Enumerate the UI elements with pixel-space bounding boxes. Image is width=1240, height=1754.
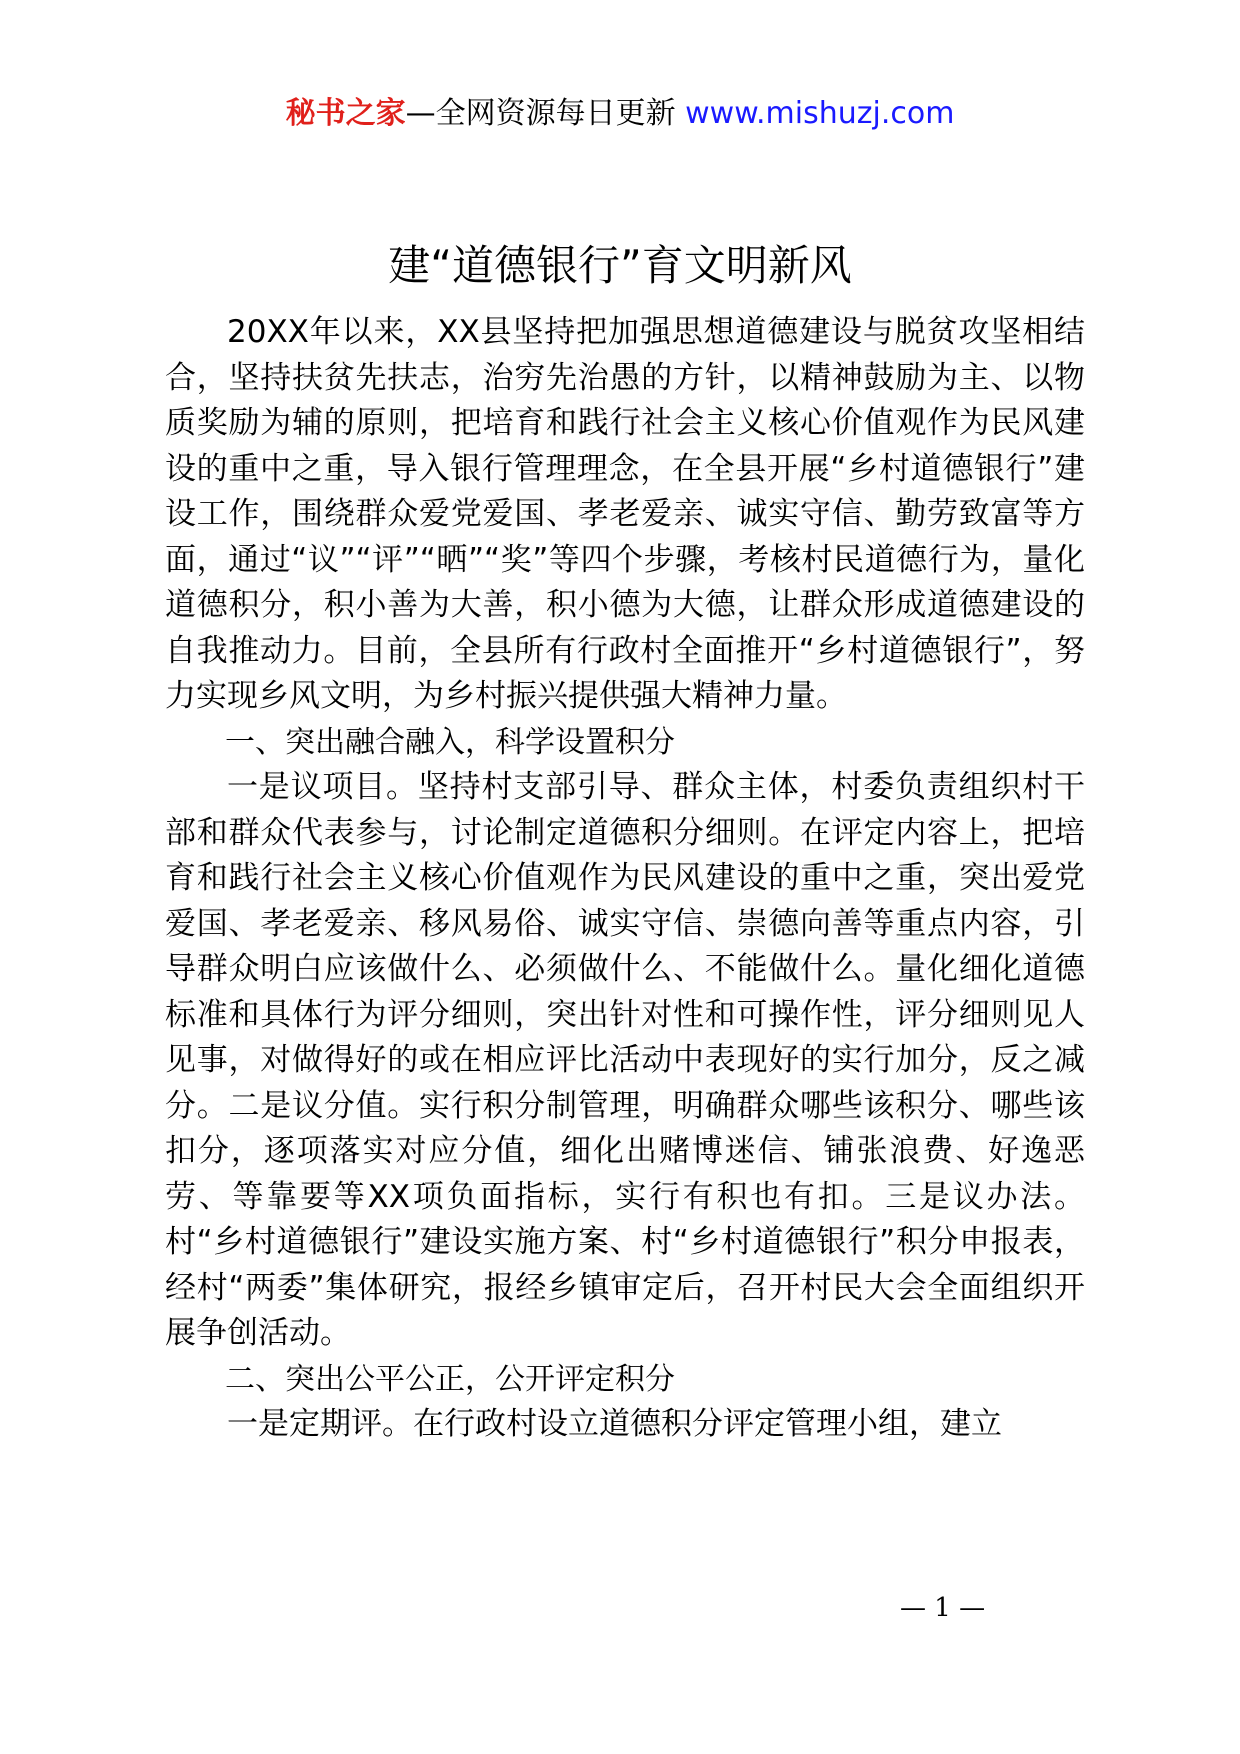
intro-paragraph: 20XX年以来，XX县坚持把加强思想道德建设与脱贫攻坚相结合，坚持扶贫先扶志，治穷先治愚的方针，以精神鼓励为主、以物质奖励为辅的原则，把培育和践行社会主义核心价值观作为民风建设的重中之重，导入银行管理理念，在全县开展“乡村道德银行”建设工作，围绕群众爱党爱国、孝老爱亲、诚实守信、勤劳致富等方面，通过“议”“评”“晒”“奖”等四个步骤，考核村民道德行为，量化道德积分，积小善为大善，积小德为大德，让群众形成道德建设的自我推动力。目前，全县所有行政村全面推开“乡村道德银行”，努力实现乡风文明，为乡村振兴提供强大精神力量。: [165, 314, 1085, 714]
site-brand: 秘书之家: [285, 96, 406, 131]
section-2-paragraph: 一是定期评。在行政村设立道德积分评定管理小组，建立: [227, 1406, 1002, 1442]
section-heading-2: 二、突出公平公正，公开评定积分: [225, 1361, 675, 1397]
section-heading-1: 一、突出融合融入，科学设置积分: [225, 724, 675, 760]
site-url[interactable]: www.mishuzj.com: [685, 96, 955, 131]
document-body: [165, 310, 1085, 1448]
page-number: — 1 —: [900, 1593, 986, 1623]
document-title: 建“道德银行”育文明新风: [388, 241, 852, 290]
site-header: [0, 94, 1240, 134]
section-1-paragraph: 一是议项目。坚持村支部引导、群众主体，村委负责组织村干部和群众代表参与，讨论制定道德积分细则。在评定内容上，把培育和践行社会主义核心价值观作为民风建设的重中之重，突出爱党爱国、孝老爱亲、移风易俗、诚实守信、崇德向善等重点内容，引导群众明白应该做什么、必须做什么、不能做什么。量化细化道德标准和具体行为评分细则，突出针对性和可操作性，评分细则见人见事，对做得好的或在相应评比活动中表现好的实行加分，反之减分。二是议分值。实行积分制管理，明确群众哪些该积分、哪些该扣分，逐项落实对应分值，细化出赌博迷信、铺张浪费、好逸恶劳、等靠要等XX项负面指标，实行有积也有扣。三是议办法。村“乡村道德银行”建设实施方案、村“乡村道德银行”积分申报表，经村“两委”集体研究，报经乡镇审定后，召开村民大会全面组织开展争创活动。: [165, 769, 1085, 1351]
site-slogan: —全网资源每日更新: [405, 96, 686, 131]
